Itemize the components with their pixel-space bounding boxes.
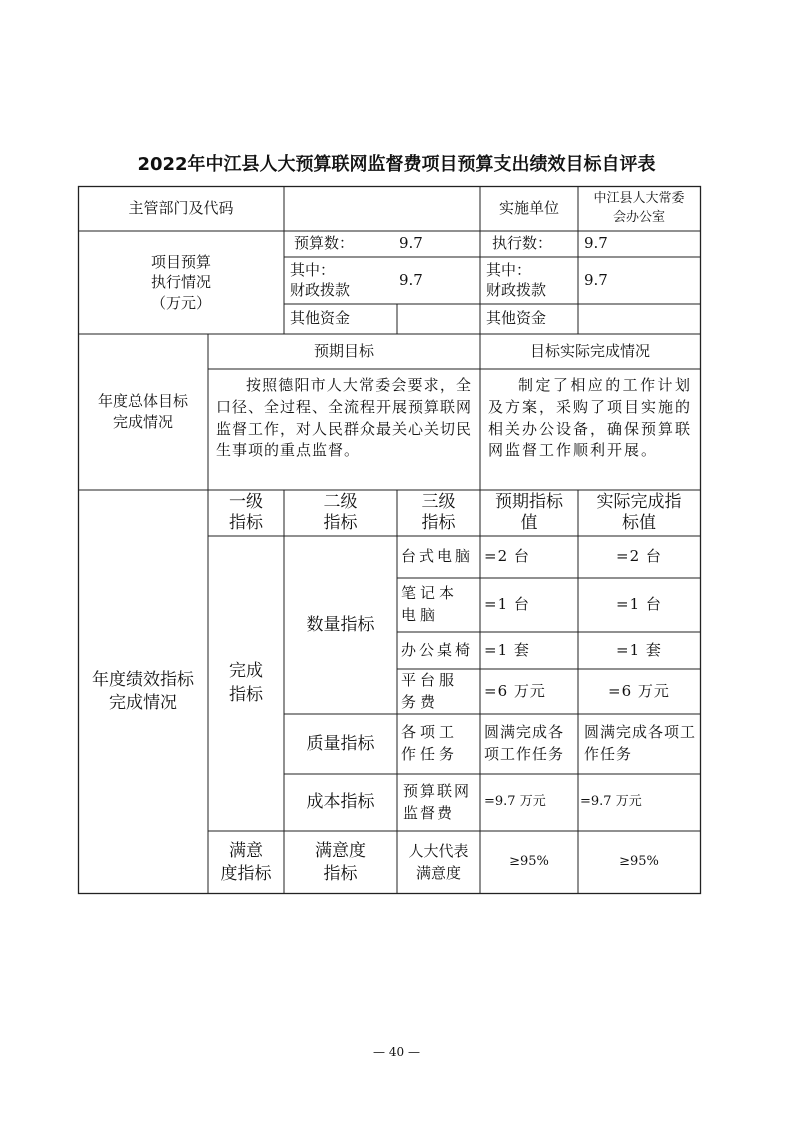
dept-label: 主管部门及代码 bbox=[128, 198, 234, 217]
l2-quantity-indicator: 数量指标 bbox=[306, 614, 375, 635]
unit-value: 中江县人大常委会办公室 bbox=[593, 190, 685, 225]
table-row-actual: =1 台 bbox=[616, 595, 662, 614]
table-row-actual: =9.7 万元 bbox=[580, 794, 642, 810]
table-row-expected: ≥95% bbox=[509, 854, 549, 870]
table-row-expected: =1 台 bbox=[484, 595, 530, 614]
table-row-actual: =2 台 bbox=[616, 547, 662, 566]
table-row-expected: =6 万元 bbox=[484, 681, 546, 700]
goals-section-label: 年度总体目标 完成情况 bbox=[97, 392, 188, 431]
table-row-expected: =2 台 bbox=[484, 547, 530, 566]
expected-goal-header: 预期目标 bbox=[313, 341, 374, 360]
col-header-actual: 实际完成指 标值 bbox=[596, 491, 682, 533]
table-row-expected: =1 套 bbox=[484, 640, 530, 659]
exec-amount-label: 执行数： bbox=[492, 234, 553, 253]
col-header-level3: 三级 指标 bbox=[421, 491, 456, 533]
table-row-l3: 台式电脑 bbox=[401, 547, 474, 566]
fiscal-label: 其中： 财政拨款 bbox=[290, 261, 351, 299]
table-row-expected: 圆满完成各项工作任务 bbox=[484, 723, 565, 763]
dept-value bbox=[284, 186, 480, 231]
actual-goal-text: 制定了相应的工作计划及方案，采购了项目实施的相关办公设备，确保预算联网监督工作顺利开展。 bbox=[488, 376, 693, 460]
indicators-section-label: 年度绩效指标 完成情况 bbox=[92, 670, 194, 713]
actual-goal-header: 目标实际完成情况 bbox=[529, 341, 650, 360]
col-header-level2: 二级 指标 bbox=[323, 491, 358, 533]
table-row-actual: 圆满完成各项工作任务 bbox=[584, 723, 697, 763]
fiscal-exec-label: 其中： 财政拨款 bbox=[486, 261, 547, 299]
table-row-l3: 人大代表满意度 bbox=[408, 841, 469, 882]
page-title: 2022年中江县人大预算联网监督费项目预算支出绩效目标自评表 bbox=[137, 154, 656, 175]
col-header-level1: 一级 指标 bbox=[229, 491, 263, 533]
table-row-actual: =1 套 bbox=[616, 640, 662, 659]
table-row-l3: 预算联网监督费 bbox=[403, 781, 472, 822]
l2-satisfaction-indicator: 满意度 指标 bbox=[315, 841, 366, 884]
l1-satisfaction-indicator: 满意 度指标 bbox=[220, 841, 272, 884]
table-row-l3: 笔记本电脑 bbox=[401, 584, 459, 624]
other-funds-value bbox=[397, 304, 480, 334]
l1-completion-indicator: 完成 指标 bbox=[229, 660, 263, 705]
table-row-l3: 各项工作任务 bbox=[401, 723, 459, 763]
fiscal-budget-value: 9.7 bbox=[399, 270, 423, 289]
table-row-actual: =6 万元 bbox=[608, 681, 670, 700]
exec-amount-value: 9.7 bbox=[584, 234, 608, 253]
budget-amount-value: 9.7 bbox=[399, 234, 423, 253]
expected-goal-text: 按照德阳市人大常委会要求，全口径、全过程、全流程开展预算联网监督工作，对人民群众最关心关切民生事项的重点监督。 bbox=[216, 376, 473, 460]
col-header-expected: 预期指标 值 bbox=[495, 491, 563, 533]
budget-section-label: 项目预算 执行情况 （万元） bbox=[150, 253, 211, 312]
table-row-expected: =9.7 万元 bbox=[484, 794, 546, 810]
other-funds-exec-label: 其他资金 bbox=[486, 309, 547, 328]
unit-label: 实施单位 bbox=[498, 198, 559, 217]
l2-cost-indicator: 成本指标 bbox=[306, 792, 375, 813]
table-row-l3: 平台服务费 bbox=[401, 670, 459, 711]
table-row-actual: ≥95% bbox=[619, 854, 659, 870]
page-number: — 40 — bbox=[373, 1045, 420, 1059]
l2-quality-indicator: 质量指标 bbox=[306, 733, 375, 754]
table-row-l3: 办公桌椅 bbox=[401, 640, 474, 659]
other-funds-label: 其他资金 bbox=[290, 309, 351, 328]
budget-amount-label: 预算数： bbox=[294, 234, 355, 253]
other-funds-exec-value bbox=[578, 304, 700, 334]
fiscal-exec-value: 9.7 bbox=[584, 270, 608, 289]
